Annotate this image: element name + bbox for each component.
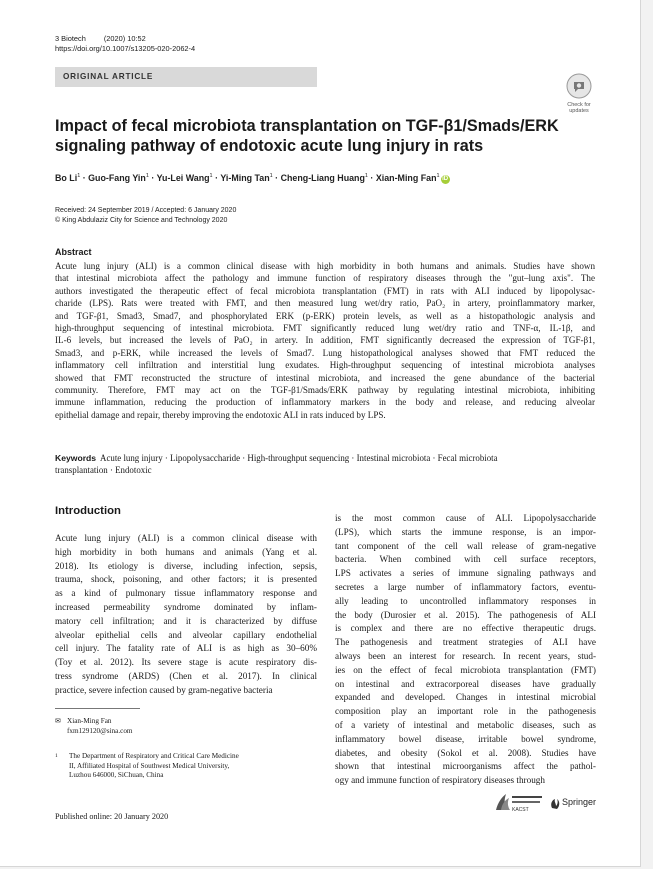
publisher-logos (492, 788, 602, 814)
body-text-line: LPS activates a series of immune signaling pathways and (335, 568, 596, 579)
keywords-line2: transplantation · Endotoxic (55, 465, 152, 476)
body-text-line: bacteria. When combined with cell surface receptors, (335, 554, 596, 565)
contact-email[interactable]: fxm129120@sina.com (67, 726, 133, 735)
abstract-line: that intestinal microbiota affect the pathology and immune function of respiratory diseases through the "gut–lung axis". The (55, 273, 595, 284)
abstract-body (55, 260, 595, 421)
kacst-logo-text: KACST (512, 807, 529, 813)
left-column-text (55, 532, 317, 698)
body-text-line: on intestinal and extracorporeal diseases have gradually (335, 678, 596, 689)
author-list: Bo $Li^1$ · Guo-Fang Yin$^1$ · Yu-Lei Wang$^1$ · Yi-Ming Tan$^1$ · Cheng-Liang Huang$^1$ · Xian-Ming Fan$^1$ iD (55, 173, 449, 183)
abstract-line: authors investigated the therapeutic effect of fecal microbiota transplantation (FMT) in rats with ALI induced by lipopolysac- (55, 285, 595, 296)
abstract-line: showed that FMT reconstructed the structure of intestinal microbiota, and increased the gene abundance of the bacterial (55, 372, 595, 383)
published-online: Published online: 20 January 2020 (55, 812, 169, 821)
check-updates-icon (566, 73, 592, 99)
body-text-line: practice, severe infection caused by gram-negative bacteria (55, 684, 273, 695)
author-5: Cheng-Liang Huang (280, 173, 365, 183)
received-accepted: Received: 24 September 2019 / Accepted: 6 January 2020 (55, 207, 237, 214)
volume-ref: (2020) 10:52 (103, 34, 146, 43)
abstract-line: and TGF-β1, Smad3, Smad7, and phosphorylated ERK (p-ERK) protein levels, as well as a histopathologic analysis and (55, 310, 595, 321)
author-2-aff: 1 (145, 173, 149, 180)
body-text-line: as a kind of pulmonary tissue inflammatory response and (55, 588, 317, 599)
abstract-heading: Abstract (55, 247, 92, 257)
check-for-updates-badge[interactable] (560, 73, 598, 114)
abstract-line: immune inflammation, reducing the production of inflammatory markers in the body and release, and reducing alveolar (55, 397, 595, 408)
affiliation-line: II, Affiliated Hospital of Southwest Medical University, (69, 761, 230, 770)
body-text-line: ally leading to uncontrolled inflammatory responses in (335, 595, 596, 606)
title-line-2: signaling pathway of endotoxic acute lung injury in rats (55, 137, 484, 155)
running-header (55, 34, 195, 54)
doi-link[interactable]: https://doi.org/10.1007/s13205-020-2062-4 (55, 44, 196, 53)
author-6: Xian-Ming Fan (375, 173, 437, 183)
body-text-line: always been an interest for research. In recent years, stud- (335, 650, 596, 661)
abstract-line: Smad3, and p-ERK, while increased the levels of Smad7. Lung histopathological analyses showed that FMT reduced the (55, 347, 595, 358)
body-text-line: is the most common cause of ALI. Lipopolysaccharide (335, 513, 596, 523)
body-text-line: composition play an important role in the pathogenesis (335, 706, 596, 717)
author-1-aff: 1 (77, 173, 81, 180)
article-dates (55, 206, 236, 225)
author-4: Yi-Ming Tan (220, 173, 270, 183)
body-text-line: inflammatory bowel disease, irritable bowel syndrome, (335, 733, 596, 744)
body-text-line: matory cell infiltration; and it is characterized by diffuse (55, 615, 317, 626)
body-text-line: secretes a large number of inflammatory factors, eventu- (335, 581, 596, 592)
springer-logo-icon (551, 797, 596, 809)
springer-logo-text: Springer (562, 797, 597, 807)
copyright: © King Abdulaziz City for Science and Technology 2020 (55, 216, 228, 224)
body-text-line: (Toy et al. 2012). Its severe stage is acute respiratory dis- (55, 657, 317, 668)
abstract-line: community. Therefore, FMT may act on the TGF-β1/Smads/ERK pathway by regulating intestinal microbiota, inhibiting (55, 385, 595, 396)
body-text-line: shown that intestinal microorganisms affect the pathol- (335, 761, 596, 772)
author-6-aff: 1 (436, 173, 440, 180)
body-text-line: is complex and there are no effective therapeutic drugs. (335, 623, 596, 634)
journal-name: 3 Biotech (55, 34, 86, 43)
footnote-rule (55, 708, 140, 709)
author-5-aff: 1 (364, 173, 368, 180)
title-line-1: Impact of fecal microbiota transplantation on TGF-β1/Smads/ERK (55, 117, 559, 135)
body-text-line: 2018). Its etiology is diverse, including infection, sepsis, (55, 560, 317, 571)
author-3-aff: 1 (209, 173, 213, 180)
author-3: Yu-Lei Wang (156, 173, 210, 183)
introduction-heading: Introduction (55, 505, 121, 517)
body-text-line: alveolar epithelial cells and alveolar capillary endothelial (55, 629, 317, 640)
body-text-line: increased permeability syndrome dominated by inflam- (55, 601, 317, 612)
kacst-logo-icon (496, 794, 542, 813)
abstract-line: epithelial damage and repair, thereby improving the endotoxic ALI in rats induced by LPS. (55, 409, 386, 420)
author-4-aff: 1 (269, 173, 273, 180)
right-column-text (335, 512, 596, 788)
body-text-line: (LPS), which starts the immune response, is an impor- (335, 526, 596, 537)
abstract-line: high-throughput sequencing of intestinal microbiota. FMT significantly reduced lung wet/dry ratio and TNF-α, IL-1β, and (55, 323, 595, 334)
body-text-line: Acute lung injury (ALI) is a common clinical disease with (55, 533, 317, 543)
body-text-line: trauma, shock, poisoning, and other factors; it is presented (55, 574, 317, 585)
keywords (55, 452, 595, 477)
check-updates-line1: Check for (567, 102, 591, 108)
author-1: Bo Li (55, 173, 78, 183)
affiliation-footnote (55, 752, 239, 781)
author-2: Guo-Fang Yin (88, 173, 146, 183)
affiliation-number: 1 (55, 753, 58, 759)
body-text-line: of a variety of intestinal and metabolic diseases, such as (335, 719, 596, 730)
keywords-line1: Acute lung injury · Lipopolysaccharide · High-throughput sequencing · Intestinal microbiota · Fecal microbiota (100, 453, 498, 463)
contact-name: Xian-Ming Fan (67, 717, 112, 725)
abstract-line: Acute lung injury (ALI) is a common clinical disease with high morbidity in both humans and animals. Studies have shown (55, 261, 595, 271)
article-title (55, 116, 595, 156)
body-text-line: high morbidity in both humans and animals (Yang et al. (55, 546, 317, 557)
body-text-line: ies on the effect of fecal microbiota transplantation (FMT) (335, 664, 596, 675)
orcid-icon[interactable]: iD (442, 176, 449, 182)
envelope-icon: ✉ (55, 717, 62, 725)
affiliation-line: The Department of Respiratory and Critical Care Medicine (69, 752, 239, 760)
affiliation-line: Luzhou 646000, SiChuan, China (69, 771, 164, 780)
article-type-banner: ORIGINAL ARTICLE (55, 67, 317, 87)
body-text-line: tress syndrome (ARDS) (Chen et al. 2017). In clinical (55, 670, 317, 681)
body-text-line: diabetes, and obesity (Sokol et al. 2008). Studies have (335, 747, 596, 758)
body-text-line: the body (Durosier et al. 2015). The pathogenesis of ALI (335, 609, 596, 620)
check-updates-line2: updates (569, 108, 589, 114)
body-text-line: tant component of the cell wall release of gram-negative (335, 540, 596, 551)
abstract-line: charide (LPS). Rats were treated with FMT, and then measured lung wet/dry ratio, PaO₂ in artery, proinflammatory marker, (55, 298, 595, 309)
body-text-line: cell injury. The fatality rate of ALI is as high as 30–60% (55, 643, 317, 654)
body-text-line: The pathogenesis and treatment strategies of ALI have (335, 637, 596, 648)
body-text-line: ogy and immune function of respiratory diseases through (335, 775, 545, 786)
abstract-line: IL-6 levels, but increased the levels of PaO₂ in artery. In addition, FMT significantly decreased the expression of TGF-β1, (55, 335, 595, 346)
keywords-label: Keywords (55, 453, 97, 463)
abstract-line: inflammatory cell infiltration and interstitial lung exudates. High-throughput sequencing of intestinal microbiota analyses (55, 360, 595, 371)
body-text-line: expanded and developed. Changes in intestinal microbial (335, 692, 596, 703)
corresponding-author (55, 717, 133, 736)
